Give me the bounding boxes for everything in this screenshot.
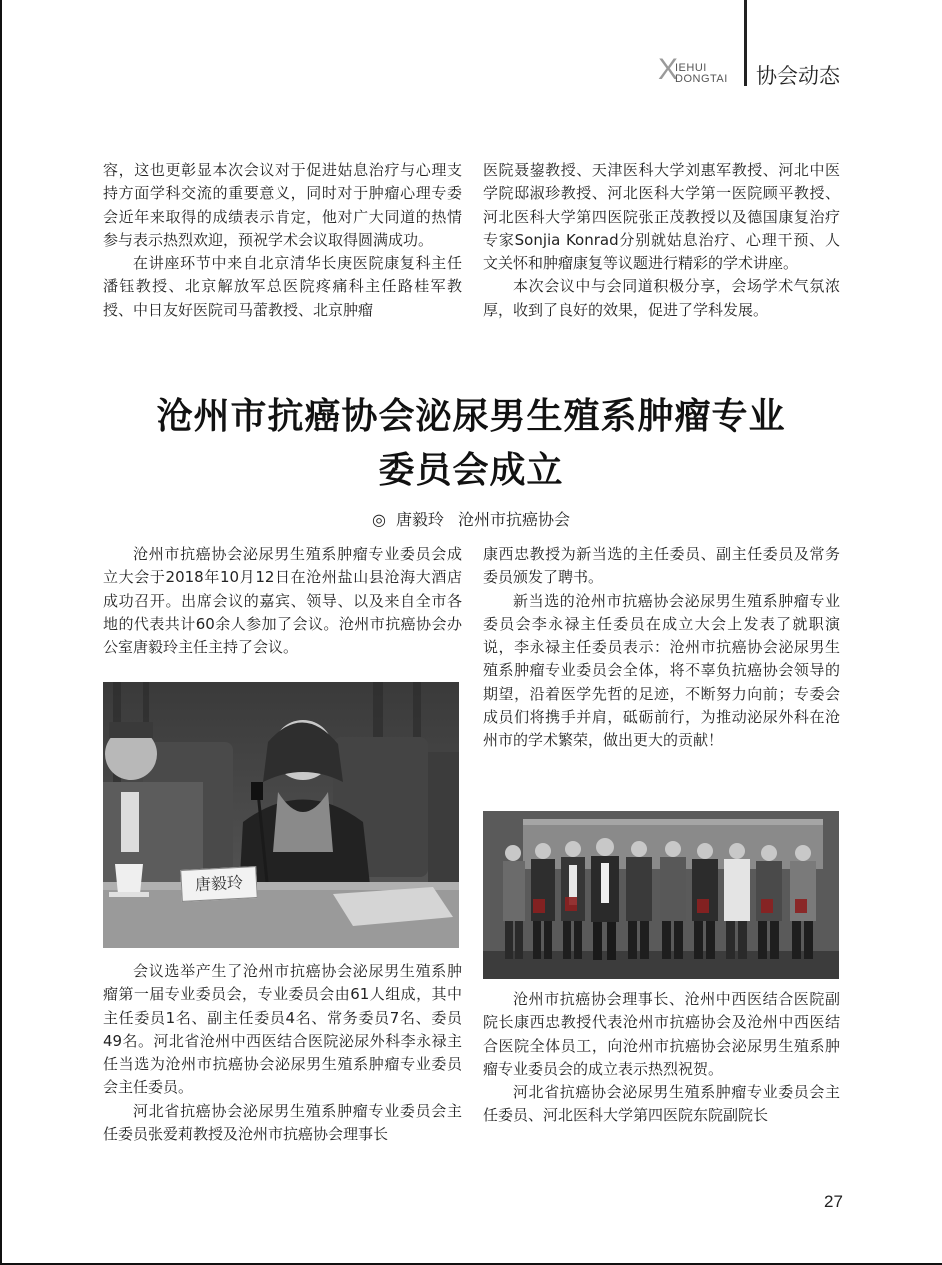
logo-letter: X [658, 53, 679, 86]
section-logo [658, 55, 738, 89]
article-left-bottom [103, 960, 462, 1146]
organization: 沧州市抗癌协会 [457, 510, 570, 529]
paragraph: 新当选的沧州市抗癌协会泌尿男生殖系肿瘤专业委员会李永禄主任委员在成立大会上发表了就职演说，李永禄主任委员表示：沧州市抗癌协会泌尿男生殖系肿瘤专业委员会全体，将不辜负抗癌协会领导的期望，沿着医学先哲的足迹，不断努力向前；专委会成员们将携手并肩，砥砺前行，为推动泌尿外科在沧州市的学术繁荣，做出更大的贡献！ [483, 591, 840, 750]
photo-group [483, 811, 839, 979]
paragraph: 沧州市抗癌协会理事长、沧州中西医结合医院副院长康西忠教授代表沧州市抗癌协会及沧州中西医结合医院全体员工，向沧州市抗癌协会泌尿男生殖系肿瘤专业委员会的成立表示热烈祝贺。 [483, 990, 840, 1078]
byline-mark: ◎ [372, 510, 386, 529]
article-right-bottom [483, 988, 840, 1128]
paragraph: 会议选举产生了沧州市抗癌协会泌尿男生殖系肿瘤第一届专业委员会，专业委员会由61人组成，其中主任委员1名、副主任委员4名、常务委员7名、委员49名。河北省沧州中西医结合医院泌尿外科李永禄主任当选为沧州市抗癌协会泌尿男生殖系肿瘤专业委员会主任委员。 [103, 962, 462, 1097]
page-number: 27 [824, 1192, 843, 1211]
paragraph: 容，这也更彰显本次会议对于促进姑息治疗与心理支持方面学科交流的重要意义，同时对于肿瘤心理专委会近年来取得的成绩表示肯定，他对广大同道的热情参与表示热烈欢迎，预祝学术会议取得圆满成功。 [103, 161, 462, 249]
header-divider [744, 0, 747, 86]
article-title-line2: 委员会成立 [378, 449, 564, 491]
article-title-line1: 沧州市抗癌协会泌尿男生殖系肿瘤专业 [156, 395, 786, 437]
top-left-column [103, 159, 462, 322]
paragraph: 河北省抗癌协会泌尿男生殖系肿瘤专业委员会主任委员张爱莉教授及沧州市抗癌协会理事长 [103, 1101, 462, 1144]
paragraph: 河北省抗癌协会泌尿男生殖系肿瘤专业委员会主任委员、河北医科大学第四医院东院副院长 [483, 1083, 840, 1125]
logo-line1: IEHUI [675, 62, 707, 74]
article-right-top [483, 543, 840, 753]
photo-group-image [483, 811, 839, 979]
author: 唐毅玲 [395, 510, 444, 529]
top-right-column [483, 159, 840, 322]
byline [0, 507, 942, 530]
nameplate: 唐毅玲 [180, 866, 258, 902]
paragraph: 沧州市抗癌协会泌尿男生殖系肿瘤专业委员会成立大会于2018年10月12日在沧州盐山县沧海大酒店成功召开。出席会议的嘉宾、领导、以及来自全市各地的代表共计60余人参加了会议。沧州市抗癌协会办公室唐毅玲主任主持了会议。 [103, 545, 462, 657]
paragraph: 本次会议中与会同道积极分享，会场学术气氛浓厚，收到了良好的效果，促进了学科发展。 [483, 277, 840, 319]
article-left-top [103, 543, 462, 659]
paragraph: 医院聂鋆教授、天津医科大学刘惠军教授、河北中医学院邸淑珍教授、河北医科大学第一医院顾平教授、河北医科大学第四医院张正茂教授以及德国康复治疗专家Sonjia Konrad分别就姑息治疗、心理干预、人文关怀和肿瘤康复等议题进行精彩的学术讲座。 [483, 161, 840, 273]
paragraph: 康西忠教授为新当选的主任委员、副主任委员及常务委员颁发了聘书。 [483, 545, 840, 587]
photo-speaker [103, 682, 459, 948]
photo-speaker-image [103, 682, 459, 948]
section-title: 协会动态 [756, 64, 840, 88]
logo-line2: DONGTAI [675, 73, 728, 85]
paragraph: 在讲座环节中来自北京清华长庚医院康复科主任潘钰教授、北京解放军总医院疼痛科主任路桂军教授、中日友好医院司马蕾教授、北京肿瘤 [103, 254, 462, 319]
